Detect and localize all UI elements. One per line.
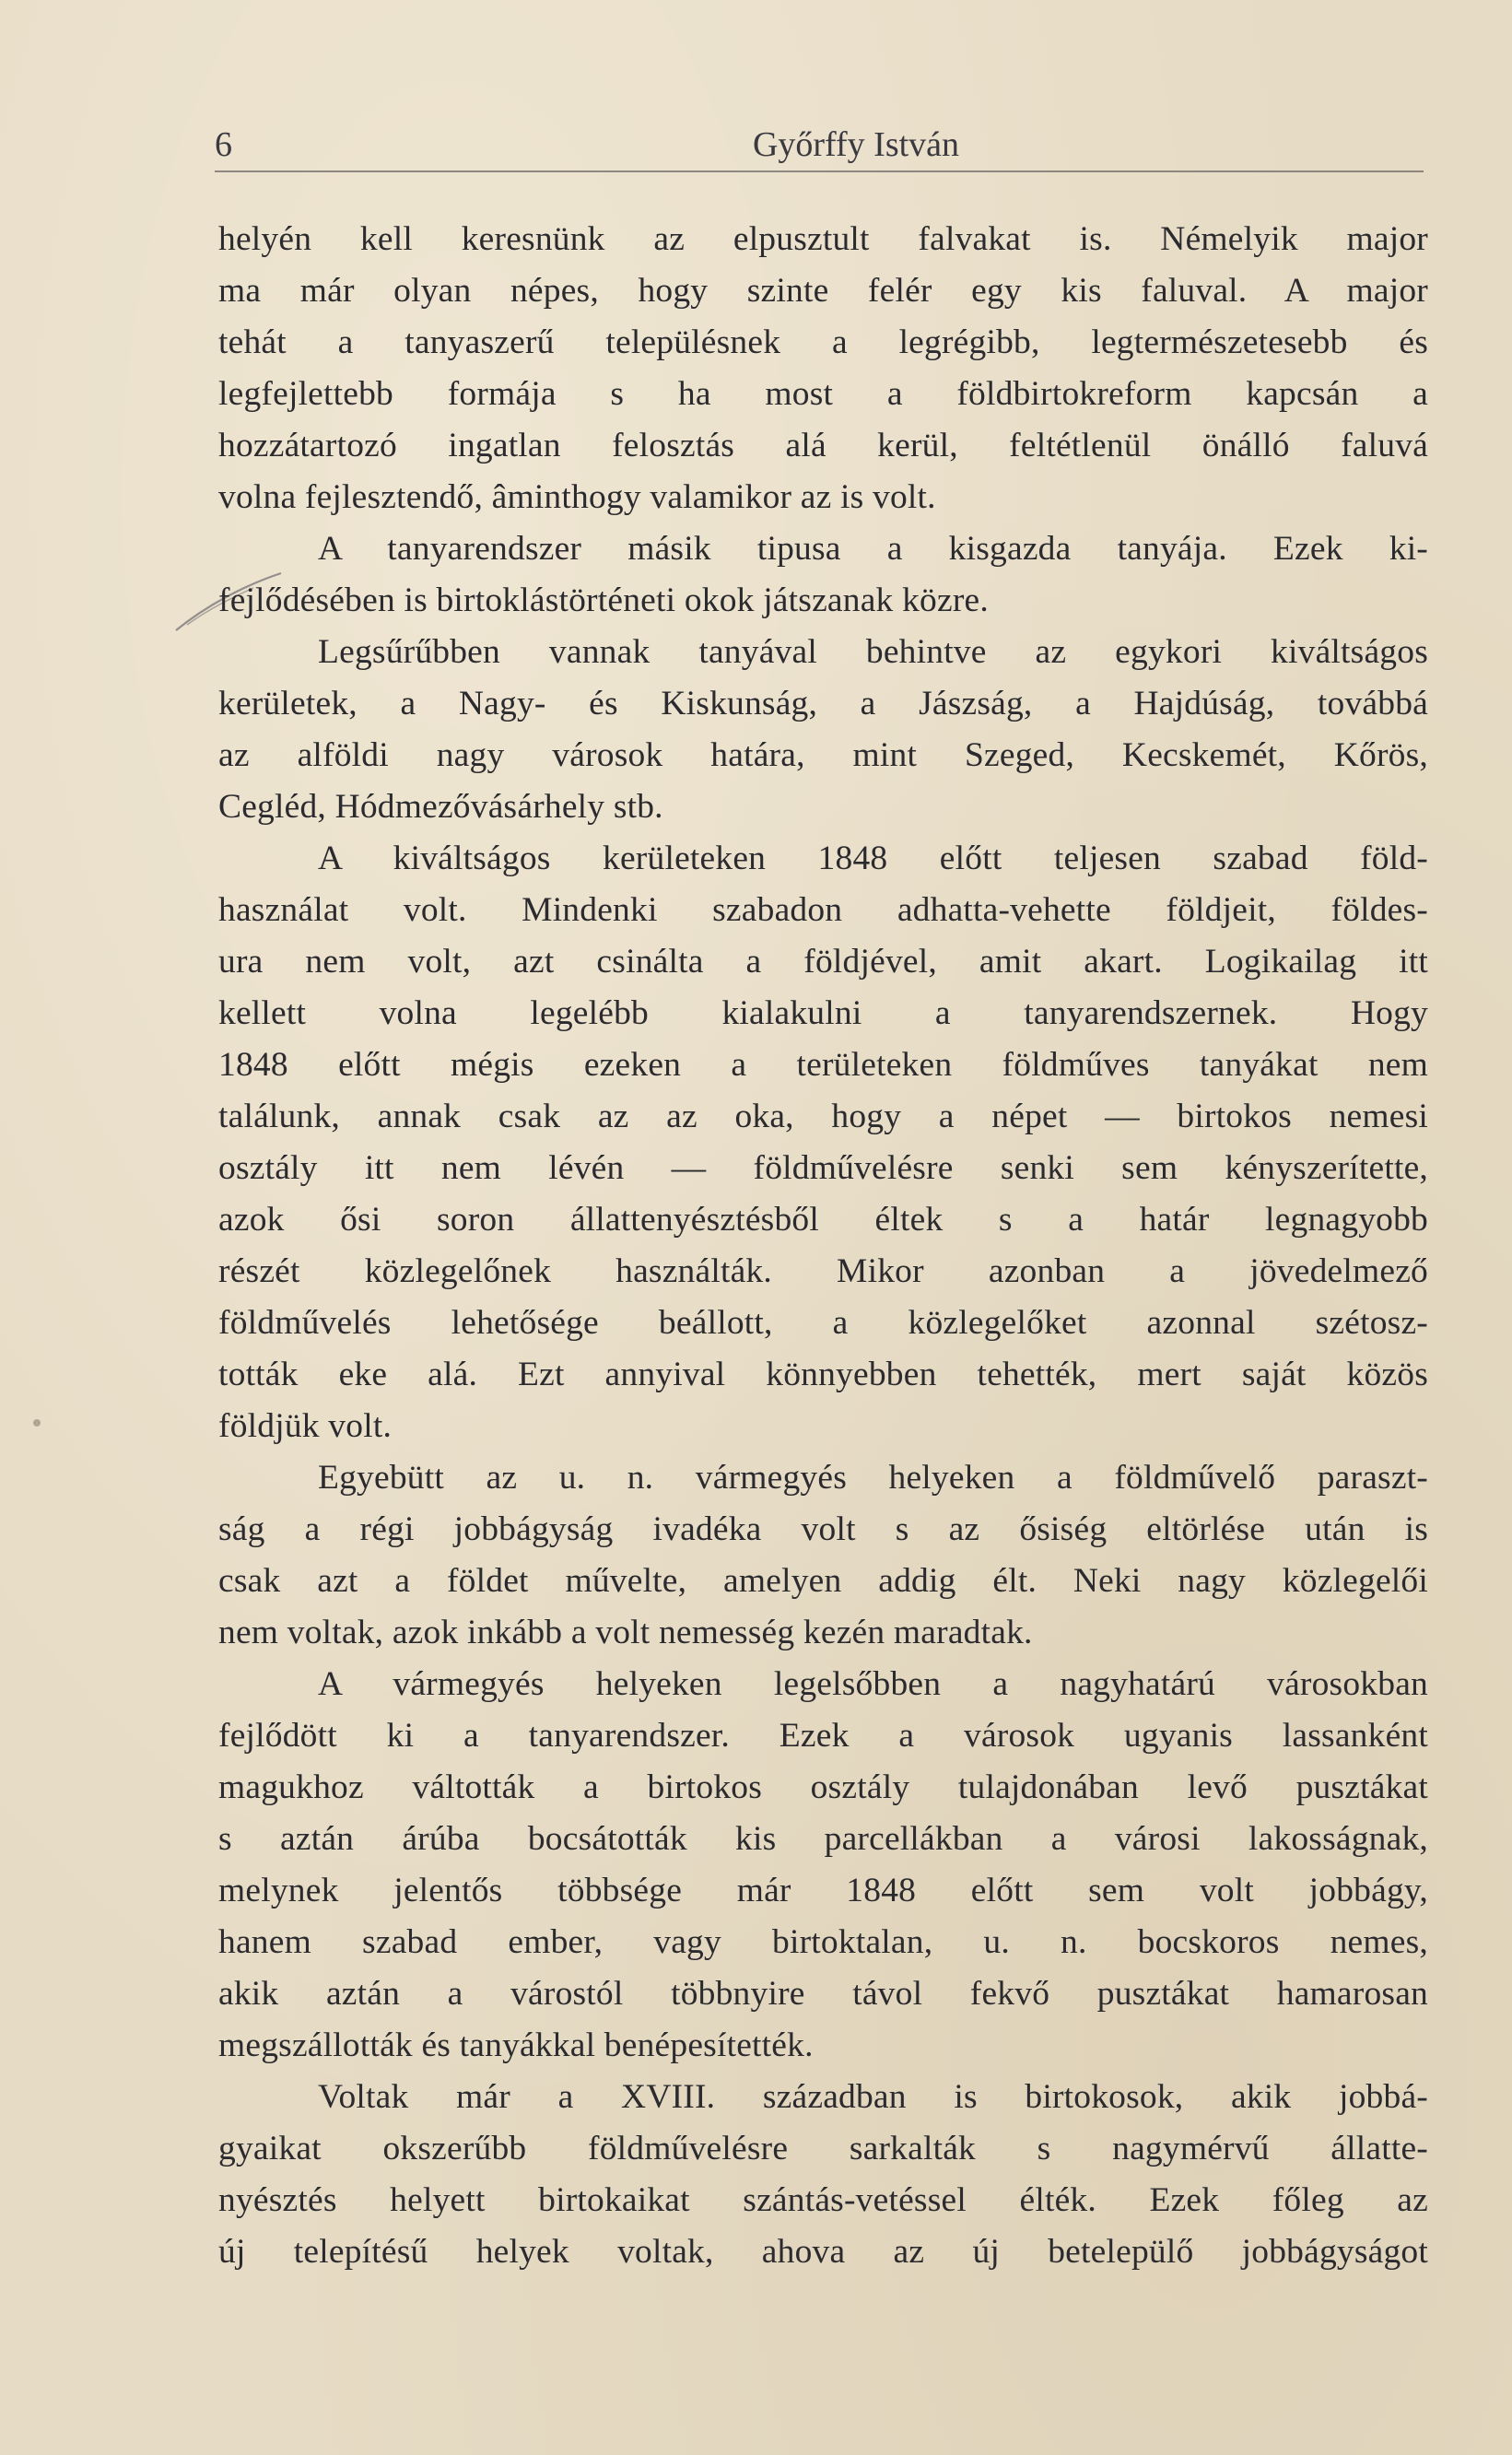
body-text [218,214,1428,2278]
text-line: fejlődésében is birtoklástörténeti okok játszanak közre. [218,581,989,619]
text-line: találunk, annak csak az az oka, hogy a népet — birtokos nemesi [218,1098,1428,1135]
text-line: földjük volt. [218,1407,393,1445]
text-line: volna fejlesztendő, âminthogy valamikor az is volt. [218,478,936,516]
text-line: megszállották és tanyákkal benépesítették. [218,2026,814,2064]
text-line: s aztán árúba bocsátották kis parcellákban a városi lakosságnak, [218,1820,1428,1858]
running-head-author: Győrffy István [752,125,960,164]
text-line: Cegléd, Hódmezővásárhely stb. [218,788,663,826]
text-line: helyén kell keresnünk az elpusztult falvakat is. Némelyik major [218,220,1428,258]
text-line: földművelés lehetősége beállott, a közlegelőket azonnal szétosz- [218,1304,1428,1342]
text-line: A vármegyés helyeken legelsőbben a nagyhatárú városokban [318,1665,1428,1703]
text-line: tehát a tanyaszerű településnek a legrégibb, legtermészetesebb és [218,323,1428,361]
text-line: hanem szabad ember, vagy birtoktalan, u. n. bocskoros nemes, [218,1923,1428,1961]
text-line: ura nem volt, azt csinálta a földjével, amit akart. Logikailag itt [218,943,1428,981]
text-line: gyaikat okszerűbb földművelésre sarkalták s nagymérvű állatte- [218,2130,1428,2167]
text-line: kerületek, a Nagy- és Kiskunság, a Jászság, a Hajdúság, továbbá [218,685,1428,722]
text-line: melynek jelentős többsége már 1848 előtt sem volt jobbágy, [218,1872,1428,1909]
text-line: azok ősi soron állattenyésztésből éltek s a határ legnagyobb [218,1201,1428,1239]
text-line: ság a régi jobbágyság ivadéka volt s az ősiség eltörlése után is [218,1510,1428,1548]
text-line: új telepítésű helyek voltak, ahova az új betelepülő jobbágyságot [218,2233,1428,2271]
text-line: tották eke alá. Ezt annyival könnyebben tehették, mert saját közös [218,1356,1428,1393]
text-line: Legsűrűbben vannak tanyával behintve az egykori kiváltságos [318,633,1428,671]
text-line: csak azt a földet művelte, amelyen addig élt. Neki nagy közlegelői [218,1562,1428,1600]
text-line: nem voltak, azok inkább a volt nemesség kezén maradtak. [218,1614,1033,1651]
text-line: osztály itt nem lévén — földművelésre senki sem kényszerítette, [218,1149,1428,1187]
text-line: az alföldi nagy városok határa, mint Szeged, Kecskemét, Kőrös, [218,736,1428,774]
text-line: legfejlettebb formája s ha most a földbirtokreform kapcsán a [218,375,1428,413]
text-line: nyésztés helyett birtokaikat szántás-vetéssel élték. Ezek főleg az [218,2181,1428,2219]
text-line: fejlődött ki a tanyarendszer. Ezek a városok ugyanis lassanként [218,1717,1428,1755]
header-rule [215,170,1424,172]
paper-speck [33,1419,41,1427]
text-line: magukhoz váltották a birtokos osztály tulajdonában levő pusztákat [218,1768,1428,1806]
text-line: ma már olyan népes, hogy szinte felér egy kis faluval. A major [218,272,1428,310]
text-line: A kiváltságos kerületeken 1848 előtt teljesen szabad föld- [318,840,1428,877]
text-line: hozzátartozó ingatlan felosztás alá kerül, feltétlenül önálló faluvá [218,427,1428,464]
page-header [215,122,1424,168]
text-line: részét közlegelőnek használták. Mikor azonban a jövedelmező [218,1252,1428,1290]
text-line: A tanyarendszer másik tipusa a kisgazda tanyája. Ezek ki- [318,530,1428,568]
text-line: használat volt. Mindenki szabadon adhatta-vehette földjeit, földes- [218,891,1428,929]
page-number: 6 [215,125,232,164]
text-line: Voltak már a XVIII. században is birtokosok, akik jobbá- [318,2078,1428,2116]
text-line: akik aztán a várostól többnyire távol fekvő pusztákat hamarosan [218,1975,1428,2013]
text-line: 1848 előtt mégis ezeken a területeken földműves tanyákat nem [218,1046,1428,1084]
text-line: kellett volna legelébb kialakulni a tanyarendszernek. Hogy [218,994,1428,1032]
text-line: Egyebütt az u. n. vármegyés helyeken a földművelő paraszt- [318,1459,1428,1497]
